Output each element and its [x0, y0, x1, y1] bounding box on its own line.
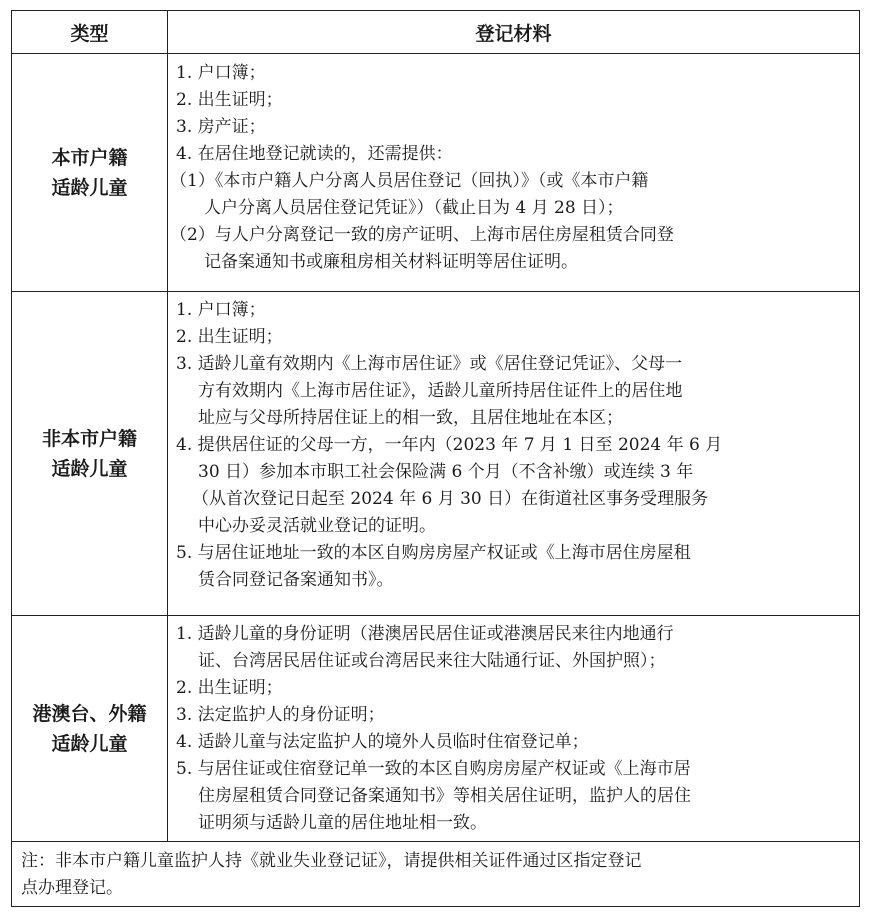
material-line: 1. 户口簿； — [176, 63, 266, 83]
material-line: 5. 与居住证地址一致的本区自购房房屋产权证或《上海市居住房屋租 — [176, 543, 691, 563]
material-line: 3. 法定监护人的身份证明； — [176, 705, 385, 725]
header-materials: 登记材料 — [475, 22, 552, 45]
material-line: 1. 户口簿； — [176, 300, 266, 320]
material-line: 2. 出生证明； — [176, 678, 283, 698]
material-line: 赁合同登记备案通知书》。 — [198, 570, 394, 590]
type-line: 适龄儿童 — [51, 176, 128, 199]
type-line: 港澳台、外籍 — [32, 702, 147, 725]
note-divider — [12, 841, 859, 842]
material-line: 4. 提供居住证的父母一方，一年内（2023 年 7 月 1 日至 2024 年 6 月 — [176, 435, 723, 455]
table-note — [21, 848, 851, 902]
material-line: 住房屋租赁合同登记备案通知书》等相关居住证明，监护人的居住 — [198, 786, 691, 806]
material-line: 2. 出生证明； — [176, 327, 283, 347]
note-line: 点办理登记。 — [21, 878, 123, 898]
header-type: 类型 — [70, 22, 109, 45]
row-materials-foreign — [176, 621, 856, 837]
material-line: 人户分离人员居住登记凭证》）（截止日为 4 月 28 日）； — [204, 198, 624, 218]
material-line: 方有效期内《上海市居住证》，适龄儿童所持居住证件上的居住地 — [198, 381, 683, 401]
registration-materials-table — [11, 10, 860, 907]
material-line: 4. 适龄儿童与法定监护人的境外人员临时住宿登记单； — [176, 732, 589, 752]
material-line: 30 日）参加本市职工社会保险满 6 个月（不含补缴）或连续 3 年 — [198, 462, 694, 482]
material-line: （1）《本市户籍人户分离人员居住登记（回执）》（或《本市户籍 — [170, 171, 649, 191]
row-type-local — [12, 54, 167, 291]
material-line: 址应与父母所持居住证上的相一致，且居住地址在本区； — [198, 408, 623, 428]
row-type-foreign — [12, 616, 167, 841]
material-line: 证明须与适龄儿童的居住地址相一致。 — [198, 813, 487, 833]
material-line: 1. 适龄儿童的身份证明（港澳居民居住证或港澳居民来往内地通行 — [176, 624, 674, 644]
material-line: 3. 房产证； — [176, 117, 266, 137]
material-line: 3. 适龄儿童有效期内《上海市居住证》或《居住登记凭证》、父母一 — [176, 354, 683, 374]
type-line: 非本市户籍 — [41, 427, 137, 450]
type-line: 适龄儿童 — [51, 457, 128, 480]
material-line: （2）与人户分离登记一致的房产证明、上海市居住房屋租赁合同登 — [170, 225, 674, 245]
material-line: 记备案通知书或廉租房相关材料证明等居住证明。 — [204, 252, 578, 272]
material-line: 证、台湾居民居住证或台湾居民来往大陆通行证、外国护照）； — [198, 651, 666, 671]
row-materials-local — [170, 60, 856, 276]
row-type-nonlocal — [12, 292, 167, 615]
type-line: 本市户籍 — [51, 146, 128, 169]
material-line: 4. 在居住地登记就读的，还需提供： — [176, 144, 453, 164]
type-line: 适龄儿童 — [51, 732, 128, 755]
material-line: 5. 与居住证或住宿登记单一致的本区自购房房屋产权证或《上海市居 — [176, 759, 691, 779]
material-line: （从首次登记日起至 2024 年 6 月 30 日）在街道社区事务受理服务 — [192, 489, 709, 509]
material-line: 2. 出生证明； — [176, 90, 283, 110]
column-divider — [167, 11, 168, 841]
row-materials-nonlocal — [176, 297, 856, 594]
material-line: 中心办妥灵活就业登记的证明。 — [198, 516, 436, 536]
note-line: 注：非本市户籍儿童监护人持《就业失业登记证》，请提供相关证件通过区指定登记 — [21, 851, 642, 871]
